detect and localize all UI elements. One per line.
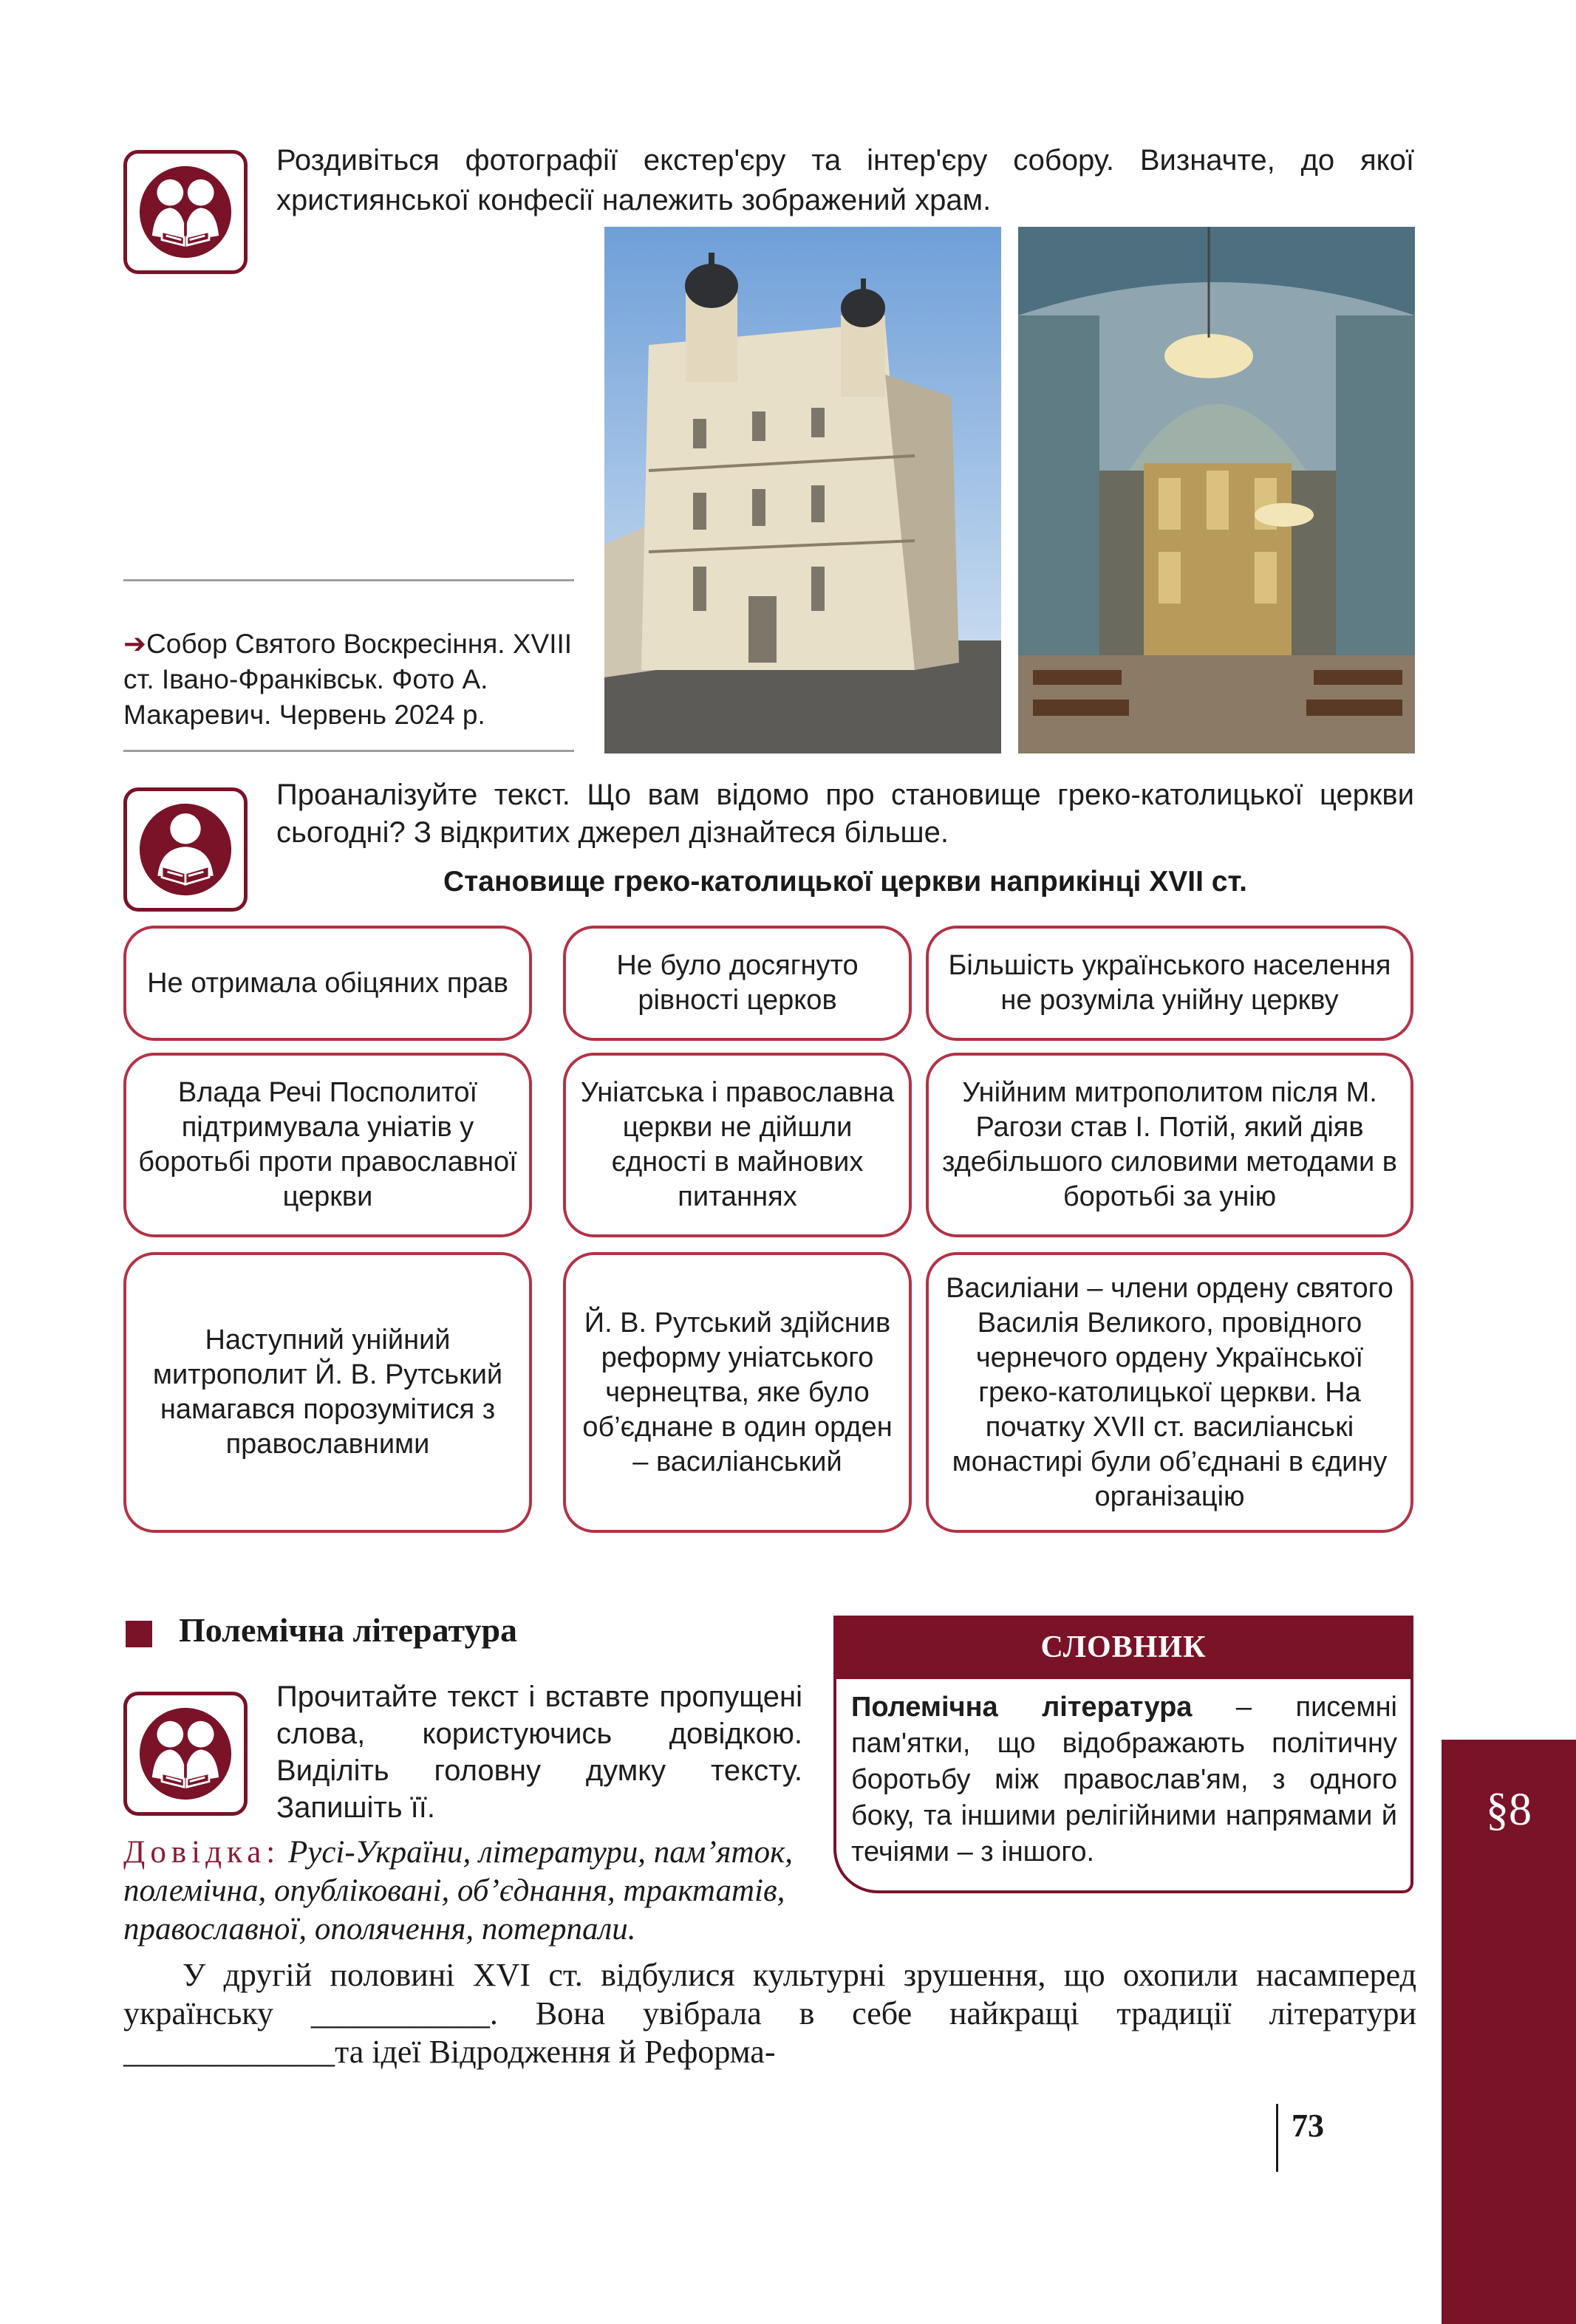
reference-text: Русі-України, літератури, пам’яток, полемічна, опубліковані, об’єднання, трактатів, православної, ополячення, потерпали. [123, 1835, 793, 1947]
glossary-term: Полемічна література [851, 1692, 1193, 1723]
arrow-icon: ➔ [123, 629, 147, 659]
group-reading-icon [123, 1692, 248, 1816]
section-bullet [126, 1621, 152, 1647]
scheme-title: Становище греко-католицької церкви наприкінці XVII ст. [443, 866, 1247, 898]
group-reading-icon [123, 150, 248, 274]
task1-text: Роздивіться фотографії екстер'єру та інтер'єру собору. Визначте, до якої християнської конфесії належить зображений храм. [276, 144, 1414, 216]
scheme-cell: Влада Речі Посполитої підтримувала уніатів у боротьбі проти православної церкви [123, 1053, 532, 1237]
glossary-heading: СЛОВНИК [833, 1616, 1413, 1679]
scheme-cell: Уніатська і православна церкви не дійшли єдності в майнових питаннях [563, 1053, 912, 1237]
caption-bottom-rule [123, 750, 574, 752]
reference-label: Довідка: [123, 1835, 281, 1870]
scheme-cell: Не отримала обіцяних прав [123, 926, 532, 1041]
blank-field[interactable]: _____________ [123, 2034, 335, 2070]
reference-line-1 [123, 1833, 811, 1949]
page-number: 73 [1292, 2108, 1324, 2144]
caption-text: Собор Святого Воскресіння. XVIII ст. Івано-Франківськ. Фото А. Макаревич. Червень 2024 р. [123, 629, 573, 730]
section-marker: §8 [1486, 1785, 1532, 1835]
caption-top-rule [123, 579, 574, 581]
section-side-tab [1442, 1740, 1576, 2324]
scheme-cell: Не було досягнуто рівності церков [563, 926, 912, 1041]
task3-text: Прочитайте текст і вставте пропущені слова, користуючись довідкою. Виділіть головну думку тексту. Запишіть її. [276, 1681, 802, 1824]
photo-caption [123, 626, 581, 733]
page-number-rule [1276, 2104, 1278, 2172]
scheme-cell: Унійним митрополитом після М. Рагози став І. Потій, який діяв здебільшого силовими методами в боротьбі за унію [926, 1053, 1413, 1237]
scheme-cell: Наступний унійний митрополит Й. В. Рутський намагався порозумітися з православними [123, 1252, 532, 1533]
scheme-cell: Василіани – члени ордену святого Василія Великого, провідного чернечого ордену Української греко-католицької церкви. На початку XVII ст. василіанські монастирі були об’єднані в єдину організацію [926, 1252, 1413, 1533]
cathedral-exterior-photo [604, 227, 1001, 753]
reading-person-icon [123, 787, 248, 912]
task2-text: Проаналізуйте текст. Що вам відомо про становище греко-католицької церкви сьогодні? З відкритих джерел дізнайтеся більше. [276, 779, 1414, 849]
blank-field[interactable]: ___________ [310, 1995, 490, 2031]
section-title: Полемічна література [179, 1611, 518, 1649]
cathedral-interior-photo [1018, 227, 1415, 753]
body-paragraph: У другій половині XVI ст. відбулися культурні зрушення, що охопили насамперед українську ___________. Вона увібрала в себе найкращі традиції літератури _____________та ідеї Відродження й Реформа- [123, 1957, 1416, 2070]
scheme-cell: Й. В. Рутський здійснив реформу уніатського чернецтва, яке було об’єднане в один орден – василіанський [563, 1252, 912, 1533]
glossary-definition: – писемні пам'ятки, що відображають політичну боротьбу між православ'ям, з одного боку, та іншими релігійними напрямами й течіями – з іншого. [851, 1692, 1397, 1867]
scheme-cell: Більшість українського населення не розуміла унійну церкву [926, 926, 1413, 1041]
